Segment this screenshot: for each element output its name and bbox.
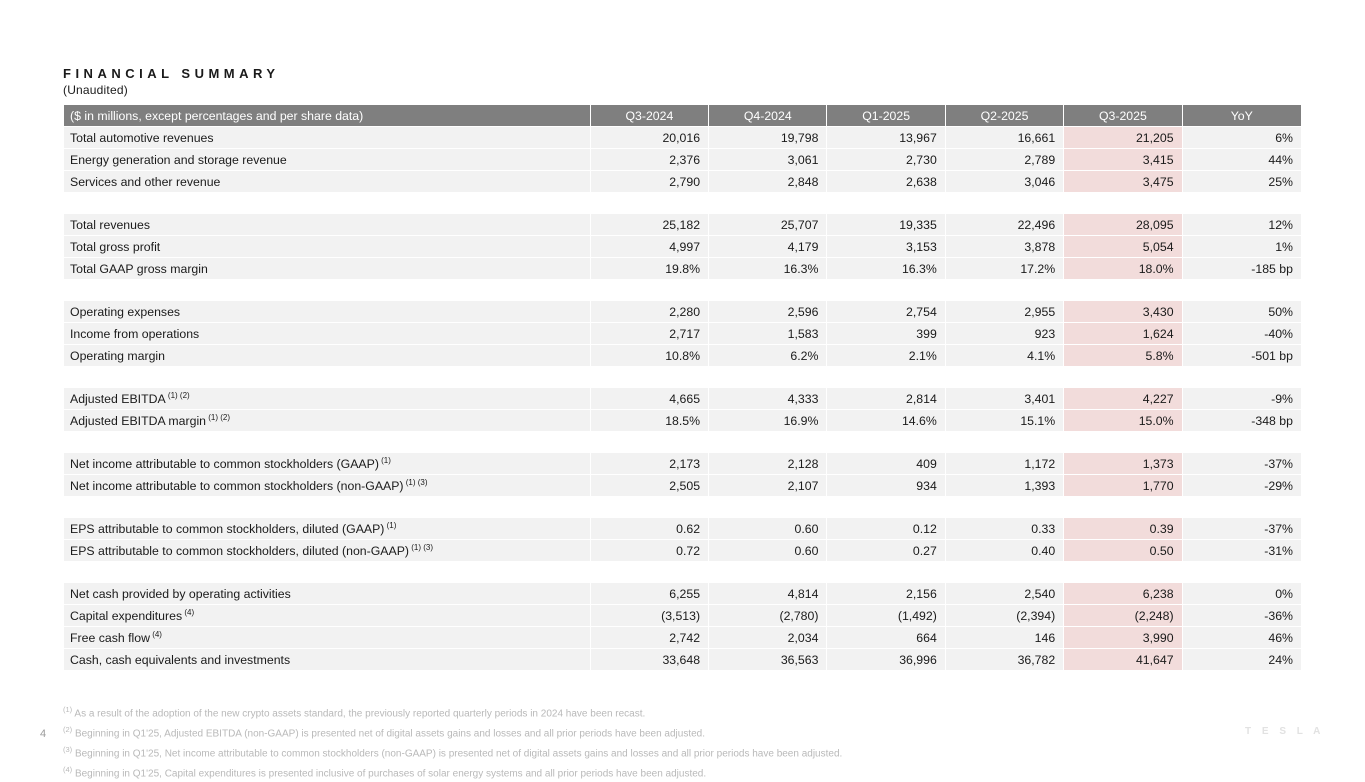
table-row [64,345,1301,366]
row-label: Adjusted EBITDA $^{(1) (2)}$ [64,388,590,409]
value-cell-Q3-2024: (3,513) [591,605,708,626]
yoy-cell: -185 bp [1183,258,1301,279]
value-cell-Q1-2025: 934 [827,475,944,496]
financial-summary-table [63,104,1302,671]
yoy-cell: 1% [1183,236,1301,257]
row-label: Total gross profit [64,236,590,257]
value-cell-Q4-2024: 36,563 [709,649,826,670]
spacer-row [64,497,1301,517]
row-label: Total automotive revenues [64,127,590,148]
value-cell-Q2-2025: 1,393 [946,475,1063,496]
yoy-cell: -37% [1183,518,1301,539]
yoy-cell: 24% [1183,649,1301,670]
table-row [64,127,1301,148]
table-row [64,518,1301,539]
value-cell-Q3-2025: 3,415 [1064,149,1181,170]
footnote-line: $^{(1)}$ As a result of the adoption of the new crypto assets standard, the previously reported quarterly periods in 2024 have been recast. [63,705,646,720]
value-cell-Q3-2024: 2,376 [591,149,708,170]
value-cell-Q3-2025: 3,990 [1064,627,1181,648]
footnote-ref: (1) [378,455,391,465]
yoy-cell: 46% [1183,627,1301,648]
spacer-cell [64,280,1301,300]
footnote-ref: (3) [63,745,73,755]
value-cell-Q1-2025: 0.12 [827,518,944,539]
footnote-ref: (4) [63,765,73,775]
row-label: EPS attributable to common stockholders, diluted (non-GAAP) $^{(1) (3)}$ [64,540,590,561]
value-cell-Q2-2025: 3,878 [946,236,1063,257]
page-subtitle: (Unaudited) [63,83,128,97]
value-cell-Q3-2024: 4,665 [591,388,708,409]
table-row [64,149,1301,170]
value-cell-Q4-2024: 4,333 [709,388,826,409]
table-row [64,583,1301,604]
row-label: Cash, cash equivalents and investments [64,649,590,670]
value-cell-Q4-2024: 25,707 [709,214,826,235]
value-cell-Q3-2024: 18.5% [591,410,708,431]
value-cell-Q4-2024: 16.9% [709,410,826,431]
row-label: Net cash provided by operating activities [64,583,590,604]
value-cell-Q2-2025: 22,496 [946,214,1063,235]
table-row [64,258,1301,279]
value-cell-Q3-2024: 2,173 [591,453,708,474]
value-cell-Q2-2025: 0.33 [946,518,1063,539]
value-cell-Q4-2024: 2,128 [709,453,826,474]
row-label: Net income attributable to common stockholders (non-GAAP) $^{(1) (3)}$ [64,475,590,496]
value-cell-Q3-2024: 10.8% [591,345,708,366]
value-cell-Q1-2025: 399 [827,323,944,344]
yoy-cell: 25% [1183,171,1301,192]
value-cell-Q2-2025: 2,789 [946,149,1063,170]
row-label: Income from operations [64,323,590,344]
yoy-cell: -29% [1183,475,1301,496]
footnote-ref: (2) [63,725,73,735]
footnote-line: $^{(4)}$ Beginning in Q1'25, Capital expenditures is presented inclusive of purchases of solar energy systems and all prior periods have been adjusted. [63,765,707,780]
value-cell-Q4-2024: 4,814 [709,583,826,604]
value-cell-Q3-2024: 19.8% [591,258,708,279]
spacer-cell [64,497,1301,517]
yoy-cell: 44% [1183,149,1301,170]
value-cell-Q3-2024: 25,182 [591,214,708,235]
value-cell-Q2-2025: 3,046 [946,171,1063,192]
page-title: FINANCIAL SUMMARY [63,66,280,81]
value-cell-Q4-2024: 19,798 [709,127,826,148]
yoy-cell: 0% [1183,583,1301,604]
tesla-logo: T E S L A [1245,726,1325,737]
footnote-ref: (4) [149,629,162,639]
value-cell-Q1-2025: 664 [827,627,944,648]
footnote-ref: (4) [182,607,195,617]
table-row [64,236,1301,257]
table-row [64,475,1301,496]
value-cell-Q3-2025: 3,475 [1064,171,1181,192]
value-cell-Q3-2024: 33,648 [591,649,708,670]
value-cell-Q3-2024: 2,280 [591,301,708,322]
header-q3-2025: Q3-2025 [1064,105,1181,126]
value-cell-Q4-2024: 2,107 [709,475,826,496]
row-label: Operating expenses [64,301,590,322]
yoy-cell: -348 bp [1183,410,1301,431]
value-cell-Q3-2024: 6,255 [591,583,708,604]
value-cell-Q2-2025: 4.1% [946,345,1063,366]
table-row [64,540,1301,561]
value-cell-Q3-2025: 28,095 [1064,214,1181,235]
value-cell-Q4-2024: 0.60 [709,518,826,539]
value-cell-Q3-2025: 1,373 [1064,453,1181,474]
value-cell-Q4-2024: 1,583 [709,323,826,344]
value-cell-Q3-2024: 2,742 [591,627,708,648]
value-cell-Q3-2025: 1,624 [1064,323,1181,344]
value-cell-Q4-2024: 2,596 [709,301,826,322]
row-label: Capital expenditures $^{(4)}$ [64,605,590,626]
value-cell-Q3-2025: 3,430 [1064,301,1181,322]
row-label: Total GAAP gross margin [64,258,590,279]
value-cell-Q2-2025: 15.1% [946,410,1063,431]
header-yoy: YoY [1183,105,1301,126]
footnote-ref: (1) (3) [409,542,434,552]
value-cell-Q3-2024: 0.72 [591,540,708,561]
value-cell-Q3-2025: 0.39 [1064,518,1181,539]
value-cell-Q1-2025: 36,996 [827,649,944,670]
spacer-row [64,280,1301,300]
value-cell-Q1-2025: 19,335 [827,214,944,235]
value-cell-Q3-2025: 4,227 [1064,388,1181,409]
header-q3-2024: Q3-2024 [591,105,708,126]
spacer-row [64,432,1301,452]
table-row [64,410,1301,431]
value-cell-Q3-2024: 2,717 [591,323,708,344]
row-label: Operating margin [64,345,590,366]
header-q2-2025: Q2-2025 [946,105,1063,126]
spacer-cell [64,367,1301,387]
value-cell-Q3-2025: 5.8% [1064,345,1181,366]
table-body [64,127,1301,670]
table-row [64,323,1301,344]
footnote-line: $^{(2)}$ Beginning in Q1'25, Adjusted EBITDA (non-GAAP) is presented net of digital assets gains and losses and all prior periods have been adjusted. [63,725,706,740]
value-cell-Q1-2025: (1,492) [827,605,944,626]
value-cell-Q4-2024: 16.3% [709,258,826,279]
value-cell-Q1-2025: 3,153 [827,236,944,257]
header-q4-2024: Q4-2024 [709,105,826,126]
yoy-cell: -40% [1183,323,1301,344]
value-cell-Q1-2025: 409 [827,453,944,474]
spacer-cell [64,432,1301,452]
yoy-cell: -37% [1183,453,1301,474]
table-row [64,649,1301,670]
table-row [64,627,1301,648]
header-q1-2025: Q1-2025 [827,105,944,126]
spacer-cell [64,562,1301,582]
value-cell-Q4-2024: 6.2% [709,345,826,366]
row-label: Adjusted EBITDA margin $^{(1) (2)}$ [64,410,590,431]
footnotes [63,702,1303,782]
value-cell-Q3-2025: 21,205 [1064,127,1181,148]
table-row [64,388,1301,409]
yoy-cell: -31% [1183,540,1301,561]
value-cell-Q1-2025: 2,814 [827,388,944,409]
spacer-row [64,193,1301,213]
spacer-row [64,562,1301,582]
yoy-cell: -36% [1183,605,1301,626]
spacer-row [64,367,1301,387]
value-cell-Q3-2025: (2,248) [1064,605,1181,626]
value-cell-Q2-2025: 16,661 [946,127,1063,148]
value-cell-Q3-2025: 1,770 [1064,475,1181,496]
footnote-line: $^{(3)}$ Beginning in Q1'25, Net income attributable to common stockholders (non-GAAP) is presented net of digital assets gains and losses and all prior periods have been adjusted. [63,745,843,760]
value-cell-Q1-2025: 2,730 [827,149,944,170]
value-cell-Q2-2025: 36,782 [946,649,1063,670]
value-cell-Q1-2025: 2.1% [827,345,944,366]
yoy-cell: 6% [1183,127,1301,148]
value-cell-Q4-2024: (2,780) [709,605,826,626]
value-cell-Q3-2025: 41,647 [1064,649,1181,670]
value-cell-Q3-2024: 0.62 [591,518,708,539]
value-cell-Q4-2024: 0.60 [709,540,826,561]
value-cell-Q2-2025: 3,401 [946,388,1063,409]
value-cell-Q4-2024: 3,061 [709,149,826,170]
value-cell-Q3-2024: 2,505 [591,475,708,496]
value-cell-Q1-2025: 2,638 [827,171,944,192]
table-row [64,605,1301,626]
value-cell-Q2-2025: 17.2% [946,258,1063,279]
yoy-cell: -501 bp [1183,345,1301,366]
row-label: Services and other revenue [64,171,590,192]
value-cell-Q3-2025: 0.50 [1064,540,1181,561]
yoy-cell: 50% [1183,301,1301,322]
value-cell-Q2-2025: (2,394) [946,605,1063,626]
table-row [64,453,1301,474]
value-cell-Q4-2024: 4,179 [709,236,826,257]
row-label: Total revenues [64,214,590,235]
row-label: Net income attributable to common stockholders (GAAP) $^{(1)}$ [64,453,590,474]
table-row [64,301,1301,322]
value-cell-Q4-2024: 2,034 [709,627,826,648]
page-number: 4 [40,728,47,740]
value-cell-Q3-2025: 18.0% [1064,258,1181,279]
value-cell-Q3-2025: 5,054 [1064,236,1181,257]
value-cell-Q4-2024: 2,848 [709,171,826,192]
value-cell-Q1-2025: 2,156 [827,583,944,604]
yoy-cell: 12% [1183,214,1301,235]
value-cell-Q1-2025: 16.3% [827,258,944,279]
row-label: Free cash flow $^{(4)}$ [64,627,590,648]
footnote-ref: (1) (2) [206,412,231,422]
value-cell-Q3-2024: 20,016 [591,127,708,148]
value-cell-Q1-2025: 14.6% [827,410,944,431]
value-cell-Q3-2024: 4,997 [591,236,708,257]
header-measure: ($ in millions, except percentages and per share data) [64,105,590,126]
table-row [64,214,1301,235]
value-cell-Q2-2025: 0.40 [946,540,1063,561]
footnote-ref: (1) (3) [403,477,428,487]
value-cell-Q3-2025: 15.0% [1064,410,1181,431]
table-row [64,171,1301,192]
value-cell-Q2-2025: 923 [946,323,1063,344]
footnote-ref: (1) (2) [165,390,190,400]
value-cell-Q3-2025: 6,238 [1064,583,1181,604]
row-label: Energy generation and storage revenue [64,149,590,170]
value-cell-Q2-2025: 146 [946,627,1063,648]
table-header-row [64,105,1301,126]
yoy-cell: -9% [1183,388,1301,409]
footnote-ref: (1) [63,705,73,714]
row-label: EPS attributable to common stockholders, diluted (GAAP) $^{(1)}$ [64,518,590,539]
value-cell-Q3-2024: 2,790 [591,171,708,192]
value-cell-Q2-2025: 1,172 [946,453,1063,474]
main-content [63,66,1303,671]
value-cell-Q1-2025: 0.27 [827,540,944,561]
value-cell-Q1-2025: 13,967 [827,127,944,148]
spacer-cell [64,193,1301,213]
value-cell-Q2-2025: 2,540 [946,583,1063,604]
value-cell-Q1-2025: 2,754 [827,301,944,322]
value-cell-Q2-2025: 2,955 [946,301,1063,322]
footnote-ref: (1) [384,520,397,530]
